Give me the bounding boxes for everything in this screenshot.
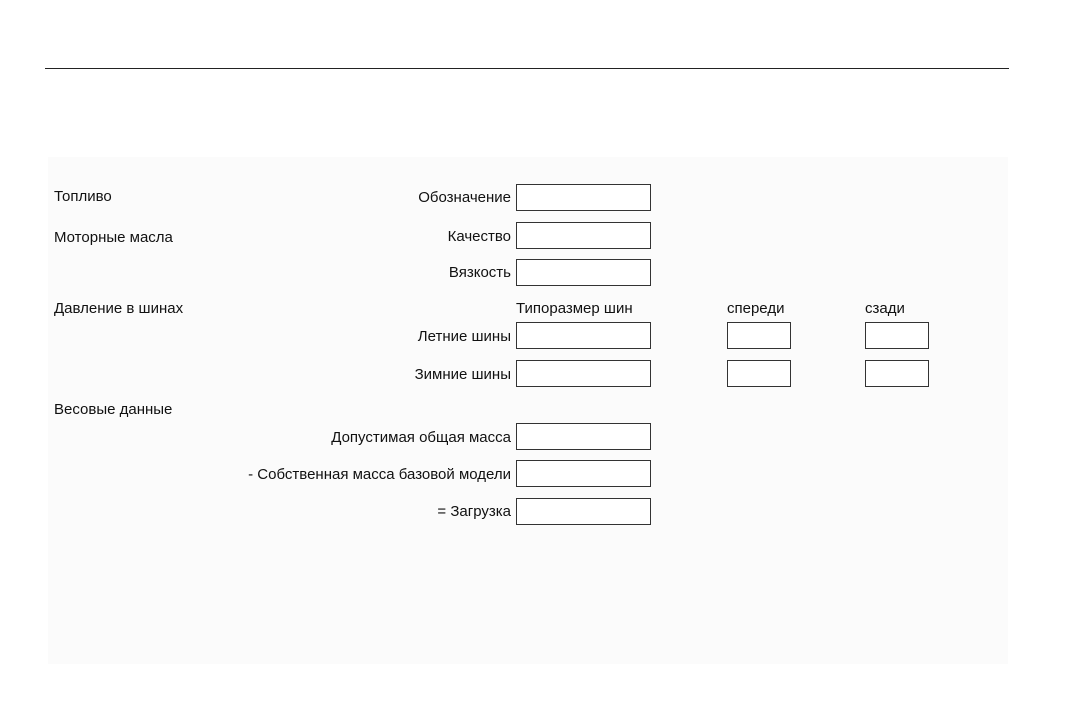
payload-field[interactable] [516, 498, 651, 525]
header-divider [45, 68, 1009, 69]
gross-mass-field[interactable] [516, 423, 651, 450]
summer-front-pressure-field[interactable] [727, 322, 791, 349]
label-own-mass: - Собственная масса базовой модели [248, 466, 511, 483]
section-fuel: Топливо [54, 188, 112, 205]
winter-rear-pressure-field[interactable] [865, 360, 929, 387]
designation-field[interactable] [516, 184, 651, 211]
label-viscosity: Вязкость [448, 264, 511, 281]
section-weight-data: Весовые данные [54, 401, 173, 418]
label-designation: Обозначение [418, 189, 511, 206]
own-mass-field[interactable] [516, 460, 651, 487]
section-tire-pressure: Давление в шинах [54, 300, 184, 317]
label-quality: Качество [447, 228, 511, 245]
summer-rear-pressure-field[interactable] [865, 322, 929, 349]
label-summer-tires: Летние шины [417, 328, 511, 345]
column-rear: сзади [865, 300, 905, 317]
section-engine-oils: Моторные масла [54, 229, 173, 246]
label-gross-mass: Допустимая общая масса [331, 429, 511, 446]
winter-tire-size-field[interactable] [516, 360, 651, 387]
summer-tire-size-field[interactable] [516, 322, 651, 349]
column-front: спереди [727, 300, 785, 317]
column-tire-size: Типоразмер шин [516, 300, 633, 317]
quality-field[interactable] [516, 222, 651, 249]
label-winter-tires: Зимние шины [414, 366, 511, 383]
viscosity-field[interactable] [516, 259, 651, 286]
label-payload: = Загрузка [437, 503, 511, 520]
winter-front-pressure-field[interactable] [727, 360, 791, 387]
